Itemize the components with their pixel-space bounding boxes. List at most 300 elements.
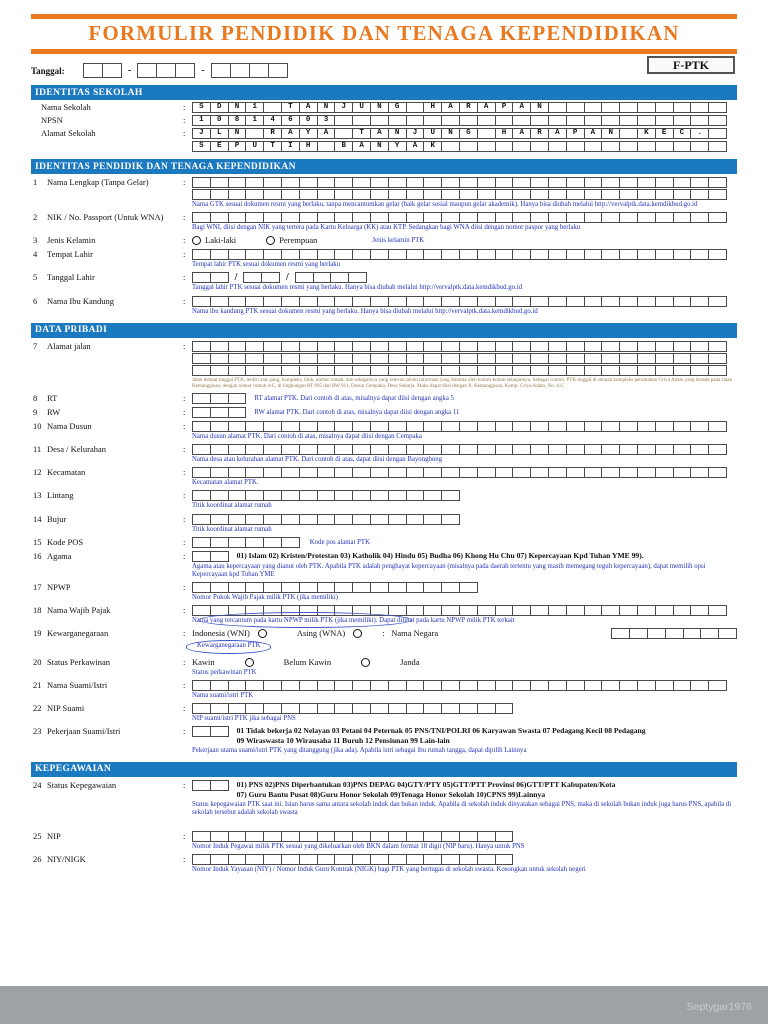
char-box	[406, 341, 425, 352]
item-number: 25	[33, 830, 42, 841]
char-box	[530, 421, 549, 432]
item-note: Pekerjaan utama suami/istri PTK yang ditanggung (jika ada). Apabila istri sebagai ibu rumah tangga, dapat dipilih Lainnya	[192, 746, 527, 754]
char-box	[566, 680, 585, 691]
char-box	[406, 831, 425, 842]
item-note: Jalan tempat tinggal PTK, terdiri atas gang, kompleks, blok, nomor rumah, dan sebagainya yang relevan selain informasi yang diminta oleh kolom-kolom selanjutnya. Sebagai contoh, PTK tinggal di sebuah kompleks perumahan Griya Adam yang berada pada Jalan Kemanggisan, dengan nomor rumah 4-C, di lingkungan RT 005 dan RW 011, Dusun Cempaka, Desa Sukarja. Maka dapat diisi dengan Jl. Kemanggisan, Komp. Griya Adam, No. 4-C	[192, 376, 733, 390]
item-label: Pekerjaan Suami/Istri	[47, 726, 121, 737]
char-box: .	[690, 128, 709, 139]
char-box	[334, 353, 353, 364]
option-label: Belum Kawin	[283, 656, 332, 667]
char-box	[210, 537, 229, 548]
char-box	[192, 341, 211, 352]
char-box	[313, 272, 332, 283]
char-box	[299, 189, 318, 200]
char-box	[512, 605, 531, 616]
char-box	[619, 444, 638, 455]
char-box	[441, 605, 460, 616]
char-box	[673, 680, 692, 691]
school-address-boxes-2	[192, 141, 727, 152]
char-box	[299, 703, 318, 714]
item-jenis-kelamin	[31, 235, 737, 246]
char-box	[459, 831, 478, 842]
item-field	[192, 407, 737, 418]
char-box	[619, 605, 638, 616]
char-box	[370, 680, 389, 691]
rt-boxes	[192, 393, 246, 404]
char-box	[192, 582, 211, 593]
char-box	[673, 296, 692, 307]
char-box	[441, 703, 460, 714]
item-status-perkawinan	[31, 657, 737, 677]
colon: :	[183, 444, 186, 455]
char-box	[352, 249, 371, 260]
char-box	[352, 703, 371, 714]
char-box	[441, 353, 460, 364]
char-box	[637, 296, 656, 307]
char-box	[317, 341, 336, 352]
char-box	[441, 249, 460, 260]
char-box	[263, 831, 282, 842]
char-box	[459, 341, 478, 352]
char-box	[263, 341, 282, 352]
char-box	[352, 490, 371, 501]
item-number: 18	[33, 605, 42, 616]
item-niy-nigk	[31, 854, 737, 874]
char-box	[228, 365, 247, 376]
char-box	[530, 212, 549, 223]
char-box	[388, 831, 407, 842]
char-box	[441, 582, 460, 593]
item-field	[192, 177, 737, 209]
char-box	[192, 353, 211, 364]
char-box	[708, 177, 727, 188]
item-field	[192, 249, 737, 269]
char-box	[263, 514, 282, 525]
char-box	[601, 249, 620, 260]
char-box	[637, 212, 656, 223]
char-box: A	[352, 141, 371, 152]
kecamatan-boxes	[192, 467, 737, 478]
item-note: Jenis kelamin PTK	[372, 237, 425, 245]
char-box: N	[601, 128, 620, 139]
char-box	[708, 680, 727, 691]
char-box	[584, 421, 603, 432]
char-box	[548, 353, 567, 364]
char-box	[281, 444, 300, 455]
char-box	[192, 393, 211, 404]
char-box	[690, 102, 709, 113]
char-box	[192, 421, 211, 432]
item-label: Nama Dusun	[47, 421, 92, 431]
char-box	[228, 407, 247, 418]
item-label: NIK / No. Passport (Untuk WNA)	[47, 212, 164, 223]
item-field	[192, 537, 737, 548]
char-box	[334, 444, 353, 455]
char-box	[601, 353, 620, 364]
char-box	[441, 177, 460, 188]
char-box	[708, 102, 727, 113]
char-box	[388, 490, 407, 501]
date-separator: -	[128, 65, 132, 76]
colon: :	[183, 702, 186, 713]
char-box	[477, 703, 496, 714]
char-box	[245, 514, 264, 525]
char-box	[477, 831, 496, 842]
item-field	[192, 780, 737, 817]
item-number: 22	[33, 702, 42, 713]
colon: :	[183, 249, 186, 260]
char-box	[619, 467, 638, 478]
birth-day-boxes	[192, 272, 229, 283]
item-number: 2	[33, 212, 38, 223]
char-box	[690, 680, 709, 691]
char-box: N	[388, 128, 407, 139]
char-box	[370, 703, 389, 714]
char-box	[673, 421, 692, 432]
char-box	[245, 353, 264, 364]
char-box	[512, 365, 531, 376]
char-box	[192, 854, 211, 865]
char-box: E	[655, 128, 674, 139]
item-npwp	[31, 582, 737, 602]
char-box	[263, 365, 282, 376]
option-label: Janda	[400, 656, 420, 667]
char-box	[477, 421, 496, 432]
option-label: Asing (WNA)	[296, 628, 346, 639]
char-box	[263, 296, 282, 307]
char-box	[83, 63, 103, 78]
char-box	[601, 365, 620, 376]
char-box	[477, 212, 496, 223]
char-box: J	[406, 128, 425, 139]
char-box	[477, 467, 496, 478]
char-box	[281, 537, 300, 548]
char-box	[459, 141, 478, 152]
colon: :	[183, 295, 186, 306]
char-box	[299, 353, 318, 364]
char-box: G	[459, 128, 478, 139]
char-box	[281, 212, 300, 223]
char-box	[299, 341, 318, 352]
char-box	[459, 296, 478, 307]
char-box	[619, 128, 638, 139]
char-box	[690, 605, 709, 616]
char-box	[388, 365, 407, 376]
item-label: Nama Wajib Pajak	[47, 605, 111, 616]
char-box	[406, 212, 425, 223]
char-box	[370, 490, 389, 501]
char-box	[423, 444, 442, 455]
bujur-boxes	[192, 514, 737, 525]
char-box	[192, 514, 211, 525]
char-box	[584, 341, 603, 352]
char-box	[228, 189, 247, 200]
item-number: 15	[33, 536, 42, 547]
char-box	[566, 102, 585, 113]
item-number: 5	[33, 272, 38, 283]
char-box	[512, 680, 531, 691]
char-box: R	[459, 102, 478, 113]
option-label: Laki-laki	[205, 235, 237, 246]
char-box	[352, 177, 371, 188]
item-label: Alamat jalan	[47, 340, 91, 351]
item-number: 6	[33, 295, 38, 306]
char-box	[619, 212, 638, 223]
char-box	[708, 341, 727, 352]
char-box	[281, 365, 300, 376]
char-box	[548, 365, 567, 376]
char-box	[192, 680, 211, 691]
char-box	[281, 831, 300, 842]
char-box	[192, 444, 211, 455]
item-note: Kode pos alamat PTK	[309, 538, 370, 546]
char-box	[619, 353, 638, 364]
char-box	[263, 680, 282, 691]
item-note: RT alamat PTK. Dari contoh di atas, misalnya dapat diisi dengan angka 5	[254, 394, 454, 402]
char-box	[245, 854, 264, 865]
kode-pos-boxes	[192, 537, 300, 548]
colon: :	[183, 679, 186, 690]
char-box	[210, 421, 229, 432]
char-box	[192, 365, 211, 376]
item-label: Tanggal Lahir	[47, 272, 95, 283]
char-box	[245, 341, 264, 352]
desa-boxes	[192, 444, 737, 455]
char-box	[423, 189, 442, 200]
char-box: 8	[228, 115, 247, 126]
item-note: Tempat lahir PTK sesuai dokumen resmi yang berlaku	[192, 261, 341, 269]
char-box	[423, 115, 442, 126]
nama-lengkap-boxes-1	[192, 177, 737, 188]
char-box	[352, 353, 371, 364]
char-box	[334, 296, 353, 307]
item-field	[192, 341, 737, 390]
date-label: Tanggal:	[31, 65, 65, 76]
char-box	[228, 421, 247, 432]
char-box	[263, 605, 282, 616]
item-number: 13	[33, 490, 42, 501]
char-box	[210, 582, 229, 593]
char-box	[281, 680, 300, 691]
char-box	[459, 680, 478, 691]
item-note: Nama desa atau kelurahan alamat PTK. Dari contoh di atas, dapat diisi dengan Bayongbong	[192, 456, 443, 464]
char-box	[441, 680, 460, 691]
colon: :	[183, 536, 186, 547]
char-box	[263, 582, 282, 593]
char-box: E	[210, 141, 229, 152]
char-box	[619, 102, 638, 113]
char-box	[423, 680, 442, 691]
char-box	[210, 780, 229, 791]
char-box	[228, 444, 247, 455]
item-field	[192, 726, 737, 755]
item-nip	[31, 831, 737, 851]
char-box	[655, 365, 674, 376]
char-box	[263, 854, 282, 865]
char-box	[673, 353, 692, 364]
char-box	[512, 421, 531, 432]
char-box	[370, 341, 389, 352]
section-header-kepegawaian: KEPEGAWAIAN	[31, 762, 737, 777]
char-box	[423, 421, 442, 432]
dusun-boxes	[192, 421, 737, 432]
char-box	[512, 444, 531, 455]
char-box: A	[281, 128, 300, 139]
school-address-row-1	[31, 128, 737, 139]
char-box	[263, 177, 282, 188]
char-box	[388, 115, 407, 126]
char-box	[477, 854, 496, 865]
item-agama	[31, 551, 737, 579]
item-pekerjaan-suami-istri	[31, 726, 737, 755]
item-note: Tanggal lahir PTK sesuai dokumen resmi yang berlaku. Hanya bisa diubah melalui http://vervalptk.data.kemdikbud.go.id	[192, 284, 523, 292]
char-box	[388, 703, 407, 714]
pekerjaan-options-2: 09 Wiraswasta 10 Wirausaha 11 Buruh 12 Pensiunan 99 Lain-lain	[236, 735, 450, 745]
char-box: 1	[192, 115, 211, 126]
char-box	[334, 128, 353, 139]
char-box	[299, 212, 318, 223]
char-box	[459, 249, 478, 260]
item-tanggal-lahir	[31, 272, 737, 292]
char-box	[619, 296, 638, 307]
char-box: Y	[299, 128, 318, 139]
item-label: Bujur	[47, 513, 67, 524]
char-box: P	[566, 128, 585, 139]
char-box	[334, 177, 353, 188]
char-box	[495, 296, 514, 307]
char-box	[655, 353, 674, 364]
char-box	[584, 189, 603, 200]
char-box	[512, 296, 531, 307]
char-box	[370, 212, 389, 223]
agama-options: 01) Islam 02) Kristen/Protestan 03) Katholik 04) Hindu 05) Budha 06) Khong Hu Chu 07) Kepercayaan Kpd Tuhan YME 99).	[236, 550, 644, 560]
char-box	[495, 115, 514, 126]
char-box	[637, 115, 656, 126]
char-box	[334, 249, 353, 260]
nama-ibu-boxes	[192, 296, 737, 307]
char-box	[406, 177, 425, 188]
char-box: P	[228, 141, 247, 152]
item-number: 14	[33, 513, 42, 524]
pekerjaan-boxes	[192, 726, 229, 737]
char-box	[637, 177, 656, 188]
item-note: Nomor Induk Yayasan (NIY) / Nomor Induk Guru Kontrak (NIGK) bagi PTK yang bertugas di sekolah swasta. Kosongkan untuk sekolah negeri	[192, 866, 586, 874]
kepegawaian-options-1: 01) PNS 02)PNS Diperbantukan 03)PNS DEPAG 04)GTY/PTY 05)GTT/PTT Provinsi 06)GTT/PTT Kabupaten/Kota	[236, 779, 616, 789]
char-box	[566, 353, 585, 364]
char-box	[441, 467, 460, 478]
char-box	[317, 212, 336, 223]
item-number: 26	[33, 854, 42, 865]
char-box	[406, 582, 425, 593]
char-box	[406, 189, 425, 200]
form-code-badge: F-PTK	[647, 56, 735, 74]
char-box	[352, 514, 371, 525]
colon: :	[183, 490, 186, 501]
colon: :	[183, 726, 186, 737]
char-box	[690, 115, 709, 126]
item-note: Nama GTK sesuai dokumen resmi yang berlaku, tanpa mencantumkan gelar (baik gelar sosial maupun gelar akademik). Hanya bisa diubah melalui http://vervalptk.data.kemdikbud.go.id	[192, 201, 698, 208]
char-box	[334, 703, 353, 714]
char-box	[352, 421, 371, 432]
item-lintang	[31, 490, 737, 510]
char-box	[619, 365, 638, 376]
char-box	[566, 605, 585, 616]
char-box	[370, 177, 389, 188]
char-box	[566, 141, 585, 152]
char-box	[459, 177, 478, 188]
char-box	[530, 296, 549, 307]
char-box	[175, 63, 195, 78]
char-box	[530, 177, 549, 188]
char-box	[495, 605, 514, 616]
school-address-boxes-1	[192, 128, 727, 139]
char-box	[263, 189, 282, 200]
colon: :	[183, 513, 186, 524]
char-box	[655, 467, 674, 478]
char-box	[530, 680, 549, 691]
char-box	[495, 831, 514, 842]
char-box	[406, 353, 425, 364]
char-box	[228, 537, 247, 548]
char-box	[228, 249, 247, 260]
char-box	[495, 353, 514, 364]
char-box	[317, 467, 336, 478]
char-box	[281, 421, 300, 432]
char-box	[601, 680, 620, 691]
char-box	[156, 63, 176, 78]
char-box	[619, 341, 638, 352]
item-label: Kewarganegaraan	[47, 628, 109, 639]
char-box	[245, 444, 264, 455]
char-box	[299, 421, 318, 432]
char-box	[441, 514, 460, 525]
char-box	[459, 421, 478, 432]
char-box	[665, 628, 684, 639]
char-box	[281, 249, 300, 260]
char-box	[268, 63, 288, 78]
char-box	[459, 212, 478, 223]
item-number: 7	[33, 340, 38, 351]
char-box	[637, 421, 656, 432]
item-note: Nomor Induk Pegawai milik PTK sesuai yang dikeluarkan oleh BKN dalam format 18 digit (NIP baru). Hanya untuk PNS	[192, 842, 525, 850]
char-box	[245, 177, 264, 188]
char-box	[317, 189, 336, 200]
char-box: N	[317, 102, 336, 113]
char-box	[441, 831, 460, 842]
char-box	[228, 341, 247, 352]
item-number: 17	[33, 582, 42, 593]
npwp-boxes	[192, 582, 737, 593]
char-box: 0	[210, 115, 229, 126]
char-box	[370, 467, 389, 478]
char-box	[245, 128, 264, 139]
char-box	[619, 249, 638, 260]
char-box	[566, 177, 585, 188]
char-box	[192, 467, 211, 478]
char-box	[655, 605, 674, 616]
char-box	[601, 296, 620, 307]
char-box	[441, 115, 460, 126]
char-box	[352, 605, 371, 616]
char-box: T	[263, 141, 282, 152]
char-box	[655, 102, 674, 113]
char-box	[690, 353, 709, 364]
item-note: Nomor Pokok Wajib Pajak milik PTK (jika memiliki)	[192, 594, 339, 602]
char-box	[441, 854, 460, 865]
char-box	[477, 189, 496, 200]
char-box	[245, 467, 264, 478]
char-box	[700, 628, 719, 639]
